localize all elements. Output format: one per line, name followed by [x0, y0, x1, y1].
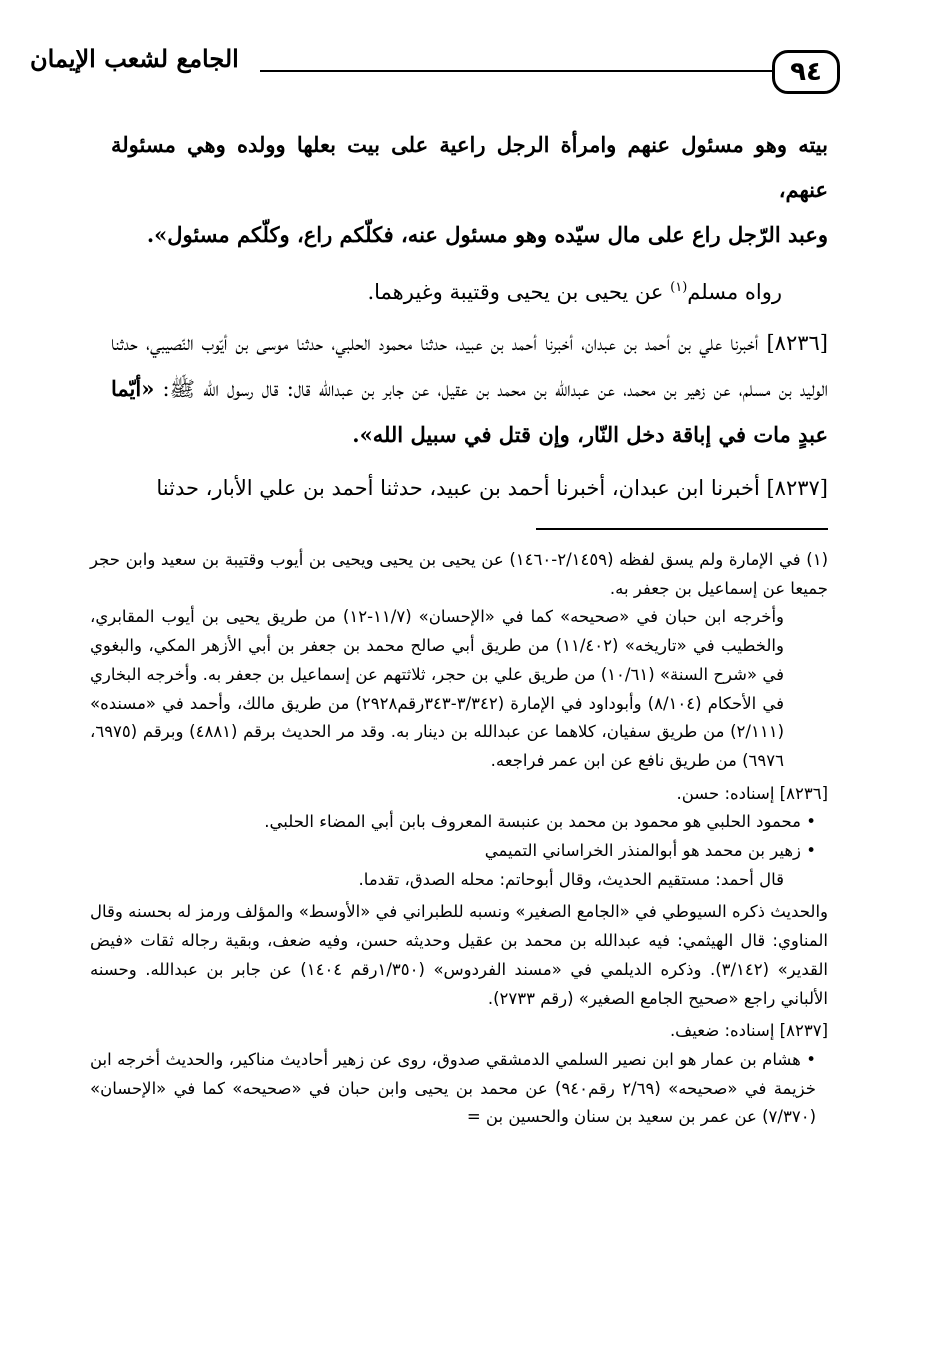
hadith-8237 [111, 466, 828, 511]
bullet-item: • زهير بن محمد هو أبوالمنذر الخراساني التميمي [90, 837, 828, 866]
page-header [30, 40, 840, 100]
narration-line [111, 265, 828, 315]
hadith-8236 [111, 321, 828, 458]
footnote-1: (١) في الإمارة ولم يسق لفظه (٢/١٤٥٩-١٤٦٠) عن يحيى بن يحيى ويحيى بن أيوب وقتيبة بن سعيد وابن حجر جميعا عن إسماعيل بن جعفر به. [90, 550, 828, 598]
main-text [111, 122, 828, 511]
running-title: الجامع لشعب الإيمان [30, 44, 239, 73]
footnotes [90, 546, 828, 1132]
hadith-text-line: وعبد الرّجل راع على مال سيّده وهو مسئول عنه، فكلّكم راع، وكلّكم مسئول». [146, 222, 828, 247]
hadith-chain: [٨٢٣٦] أخبرنا علي بن أحمد بن عبدان، أخبرنا أحمد بن عبيد، حدثنا محمود الحلبي، حدثنا موسى بن أيّوب النّصيبي، حدثنا الوليد بن مسلم، عن زهير بن محمد، عن عبدالله بن محمد بن عقيل، عن جابر بن عبدالله قال: قال رسول الله ﷺ: [111, 331, 828, 401]
bullet-item: • هشام بن عمار هو ابن نصير السلمي الدمشقي صدوق، روى عن زهير أحاديث مناكير، والحديث أخرجه ابن خزيمة في «صحيحه» (٢/٦٩ رقم٩٤٠) عن محمد بن يحيى وابن حبان في «صحيحه» كما في «الإحسان» (٧/٣٧٠) عن عمر بن سعيد بن سنان والحسين بن = [90, 1046, 828, 1132]
page-number: ٩٤ [772, 50, 840, 94]
isnad-8237: [٨٢٣٧] إسناده: ضعيف. [669, 1021, 828, 1041]
hadith-chain: [٨٢٣٧] أخبرنا ابن عبدان، أخبرنا أحمد بن عبيد، حدثنا أحمد بن علي الأبار، حدثنا [156, 476, 828, 500]
hadith-note: والحديث ذكره السيوطي في «الجامع الصغير» ونسبه للطبراني في «الأوسط» والمؤلف ورمز له بحسنه وقال المناوي: قال الهيثمي: فيه عبدالله بن محمد بن عقيل وحديثه حسن، وفيه ضعف، وبقية رجاله ثقات «فيض القدير» (٣/١٤٢). وذكره الديلمي في «مسند الفردوس» (١/٣٥٠رقم ١٤٠٤) عن جابر بن عبدالله. وحسنه الألباني راجع «صحيح الجامع الصغير» (رقم ٢٧٣٣). [90, 902, 828, 1008]
bullet-item: • محمود الحلبي هو محمود بن محمد بن عنبسة المعروف بابن أبي المضاء الحلبي. [90, 808, 828, 837]
footnote-1-cont: وأخرجه ابن حبان في «صحيحه» كما في «الإحسان» (١١/٧-١٢) من طريق يحيى بن أيوب المقابري، والخطيب في «تاريخه» (١١/٤٠٢) من طريق أبي صالح محمد بن جعفر بن أبي الأزهر المكي، والبغوي في «شرح السنة» (١٠/٦١) من طريق علي بن حجر، ثلاثتهم عن إسماعيل بن جعفر به. وأخرجه البخاري في الأحكام (٨/١٠٤) وأبوداود في الإمارة (٣/٣٤٢-٣٤٣رقم٢٩٢٨) من طريق مالك، وأحمد في «مسنده» (٢/١١١) من طريق سفيان، كلاهما عن عبدالله بن دينار به. وقد مر الحديث برقم (٤٨٨١) وبرقم (٦٩٧٥، ٦٩٧٦) من طريق نافع عن ابن عمر فراجعه. [90, 607, 784, 770]
narration-before: رواه مسلم [687, 280, 782, 304]
footnote-ref: (١) [670, 280, 688, 295]
header-rule [260, 70, 772, 72]
hadith-text: «أيّما عبدٍ مات في إباقة دخل النّار، وإن قتل في سبيل الله». [111, 376, 828, 447]
hadith-text-line: بيته وهو مسئول عنهم وامرأة الرجل راعية على بيت بعلها وولده وهي مسئولة عنهم، [111, 132, 828, 202]
ahmad-note: قال أحمد: مستقيم الحديث، وقال أبوحاتم: محله الصدق، تقدما. [358, 869, 784, 889]
isnad-8236: [٨٢٣٦] إسناده: حسن. [676, 783, 828, 803]
narration-after: عن يحيى بن يحيى وقتيبة وغيرهما. [367, 280, 671, 304]
footnote-separator [536, 528, 828, 530]
